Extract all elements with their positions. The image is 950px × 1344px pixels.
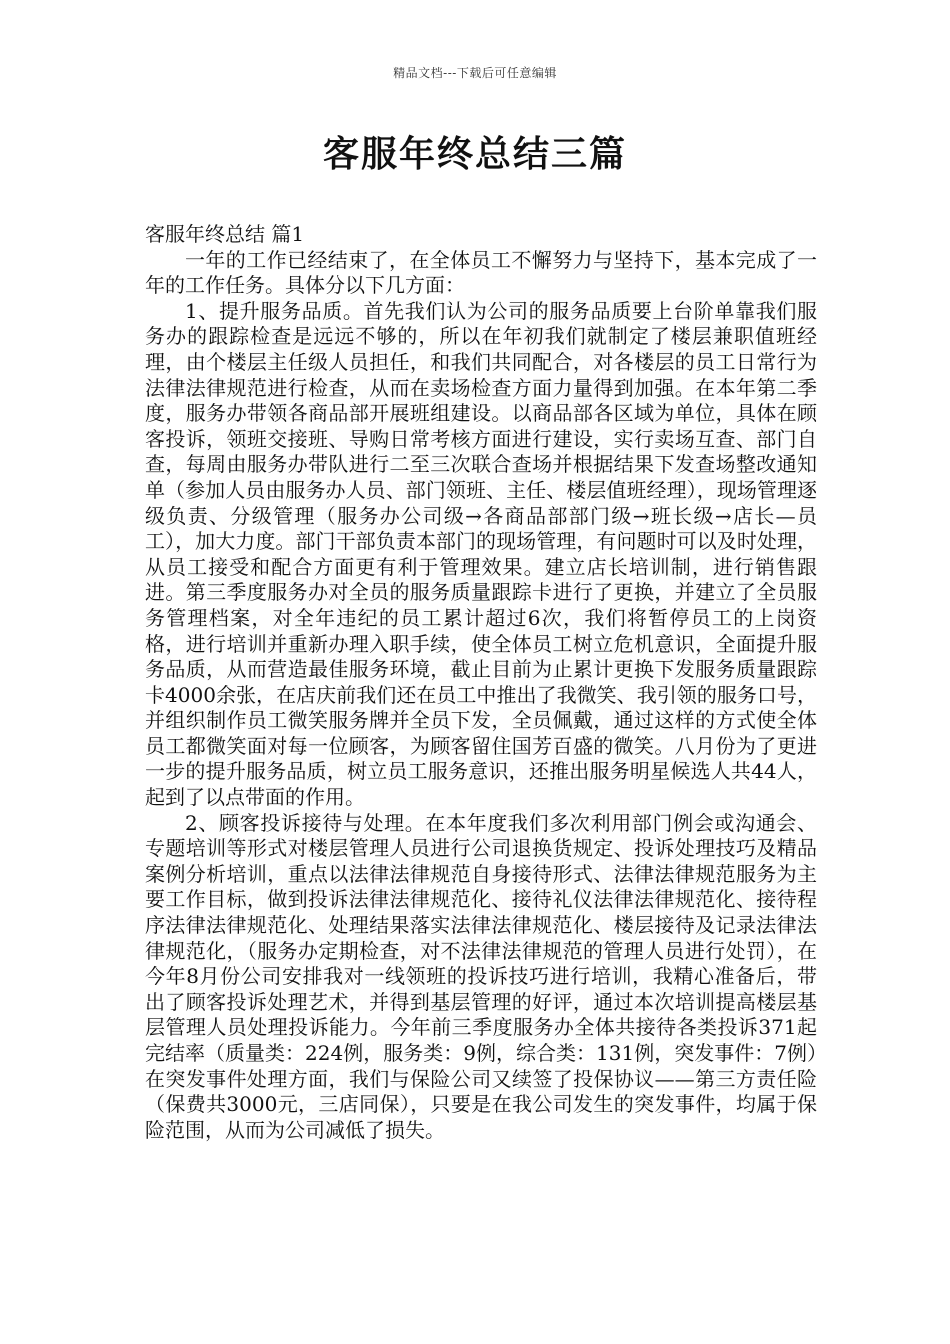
paragraph-service-quality: 1、提升服务品质。首先我们认为公司的服务品质要上台阶单靠我们服务办的跟踪检查是远远不够的，所以在年初我们就制定了楼层兼职值班经理，由个楼层主任级人员担任，和我们共同配合，对各楼层的员工日常行为法律法律规范进行检查，从而在卖场检查方面力量得到加强。在本年第二季度，服务办带领各商品部开展班组建设。以商品部各区域为单位，具体在顾客投诉，领班交接班、导购日常考核方面进行建设，实行卖场互查、部门自查，每周由服务办带队进行二至三次联合查场并根据结果下发查场整改通知单（参加人员由服务办人员、部门领班、主任、楼层值班经理），现场管理逐级负责、分级管理（服务办公司级→各商品部部门级→班长级→店长—员工），加大力度。部门干部负责本部门的现场管理，有问题时可以及时处理，从员工接受和配合方面更有利于管理效果。建立店长培训制，进行销售跟进。第三季度服务办对全员的服务质量跟踪卡进行了更换，并建立了全员服务管理档案，对全年违纪的员工累计超过6次，我们将暂停员工的上岗资格，进行培训并重新办理入职手续，使全体员工树立危机意识，全面提升服务品质，从而营造最佳服务环境，截止目前为止累计更换下发服务质量跟踪卡4000余张，在店庆前我们还在员工中推出了我微笑、我引领的服务口号，并组织制作员工微笑服务牌并全员下发，全员佩戴，通过这样的方式使全体员工都微笑面对每一位顾客，为顾客留住国芳百盛的微笑。八月份为了更进一步的提升服务品质，树立员工服务意识，还推出服务明星候选人共44人，起到了以点带面的作用。 <box>145 298 817 810</box>
document-title: 客服年终总结三篇 <box>322 133 627 175</box>
paragraph-intro: 一年的工作已经结束了，在全体员工不懈努力与坚持下，基本完成了一年的工作任务。具体分以下几方面： <box>145 247 817 298</box>
header-note: 精品文档---下载后可任意编辑 <box>393 66 557 80</box>
document-body <box>145 222 817 1143</box>
paragraph-complaint-handling: 2、顾客投诉接待与处理。在本年度我们多次利用部门例会或沟通会、专题培训等形式对楼层管理人员进行公司退换货规定、投诉处理技巧及精品案例分析培训，重点以法律法律规范自身接待形式、法律法律规范服务为主要工作目标，做到投诉法律法律规范化、接待礼仪法律法律规范化、接待程序法律法律规范化、处理结果落实法律法律规范化、楼层接待及记录法律法律规范化，（服务办定期检查，对不法律法律规范的管理人员进行处罚），在今年8月份公司安排我对一线领班的投诉技巧进行培训，我精心准备后，带出了顾客投诉处理艺术，并得到基层管理的好评，通过本次培训提高楼层基层管理人员处理投诉能力。今年前三季度服务办全体共接待各类投诉371起完结率（质量类：224例，服务类：9例，综合类：131例，突发事件：7例）在突发事件处理方面，我们与保险公司又续签了投保协议——第三方责任险（保费共3000元，三店同保），只要是在我公司发生的突发事件，均属于保险范围，从而为公司减低了损失。 <box>145 810 817 1142</box>
section-heading: 客服年终总结 篇1 <box>145 222 305 246</box>
